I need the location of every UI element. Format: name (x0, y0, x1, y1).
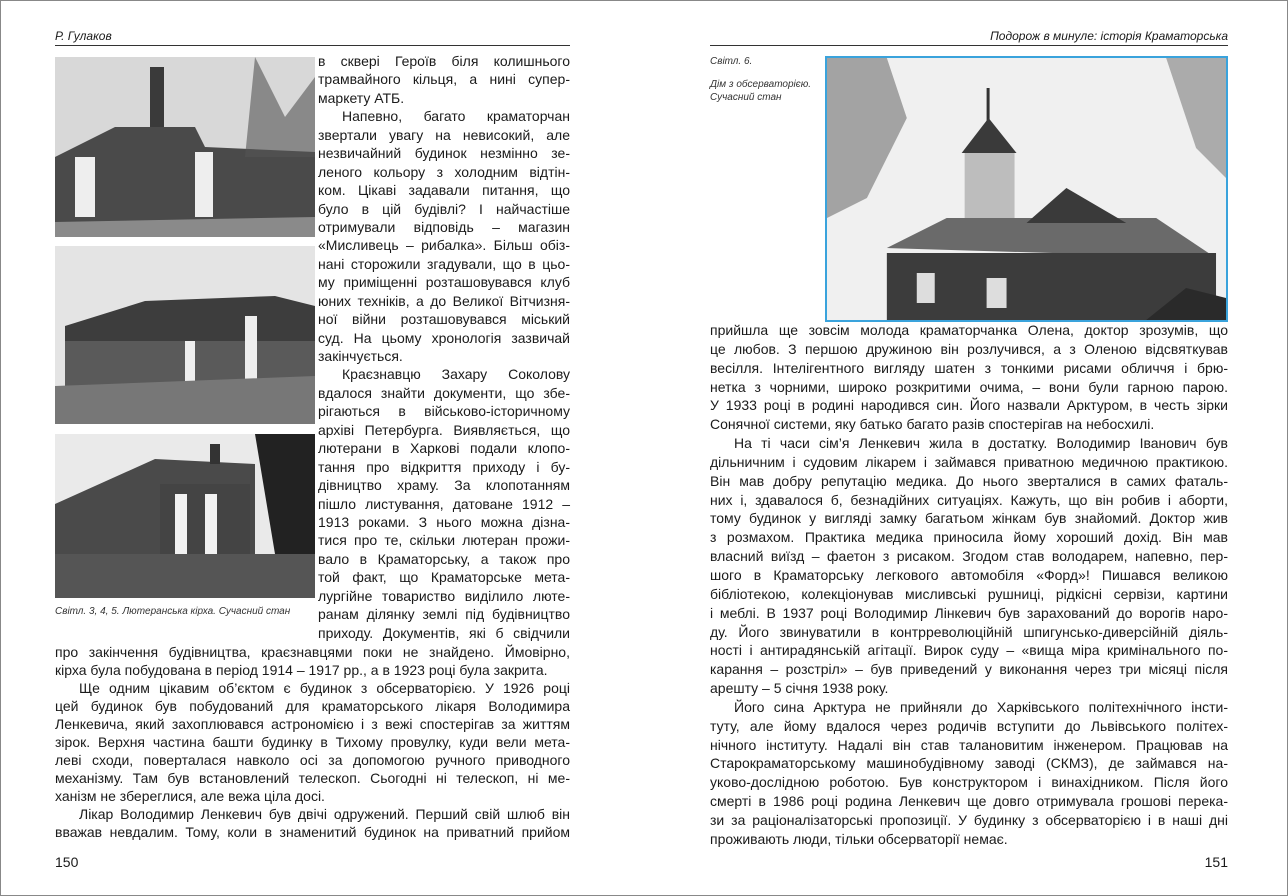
text-line: карання – розстріл» – був приведений у виконання через три місяці після (710, 661, 1228, 678)
text-line: му приміщенні розташовувався клуб (318, 274, 570, 291)
text-line: Ще одним цікавим об’єктом є будинок з обсерваторією. У 1926 році (79, 680, 570, 696)
text-line: Ленкевича, який захоплювався астрономією і з вежі спостерігав за життям (55, 716, 570, 732)
text-line: тому будинок у вигляді замку багатьом жінкам був знайомий. Доктор жив (710, 510, 1228, 527)
text-line: той факт, що Краматорське мета- (318, 569, 570, 586)
text-line: зи за раціоналізаторські пропозиції. У будинку з обсерваторією і в наші дні (710, 811, 1228, 828)
text-line: «Мисливець – рибалка». Більш обіз- (318, 237, 570, 254)
text-line: пішло листування, датоване 1912 – (318, 495, 570, 512)
text-line: юних техніків, а до Великої Вітчизня- (318, 292, 570, 309)
left-full-text (55, 644, 570, 840)
text-line: приходу. Документів, які б свідчили (318, 624, 570, 641)
text-line: арешту – 5 січня 1938 року. (710, 680, 889, 697)
text-line: 1913 роками. З нього можна дізна- (318, 513, 570, 530)
text-line: них і, здавалося б, безнадійних ситуаціях. Кажуть, що він робив і аборти, (710, 491, 1228, 508)
text-line: власний виїзд – фаетон з рисаком. Згодом став володарем, напевно, пер- (710, 548, 1228, 565)
caption-line: Дім з обсерваторією. (710, 79, 812, 90)
text-line: маркету АТБ. (318, 89, 405, 106)
text-line: лургійне товариство виділило люте- (318, 587, 570, 604)
text-line: леві сходи, поверталася навколо осі за допомогою ручного приводного (55, 752, 570, 768)
running-head-left: Р. Гулаков (55, 29, 112, 43)
text-line: в сквері Героїв біля колишнього (318, 53, 570, 69)
text-line: зірок. Верхня частина башти будинку в Тихому провулку, куди вели мета- (55, 734, 570, 750)
text-line: дівництво храму. За клопотанням (318, 477, 570, 494)
text-line: трамвайного кільця, а нині супер- (318, 71, 570, 88)
text-line: ранам ділянку землі під будівництво (318, 606, 570, 623)
text-line: про закінчення будівництва, краєзнавцями поки не знайдено. Ймовірно, (55, 644, 570, 660)
text-line: ком. Цікаві задавали питання, що (318, 182, 570, 199)
text-line: У 1933 році в родині народився син. Його назвали Арктуром, в честь зірки (710, 397, 1228, 414)
text-line: туту, але йому вдалося через родичів вступити до Львівського політех- (710, 717, 1228, 734)
text-line: смерті в 1986 році родина Ленкевич ще довго отримувала грошові перека- (710, 793, 1228, 810)
header-rule-right (710, 45, 1228, 46)
text-line: вважав невдалим. Тому, коли в знаменитий будинок на приватний прийом (55, 824, 570, 840)
left-column-text (318, 53, 570, 641)
text-line: Він мав добру репутацію медика. До нього зверталися в самих фаталь- (710, 472, 1228, 489)
text-line: незвичайний будинок незмінно зе- (318, 145, 570, 162)
text-line: ду. Його звинуватили в контрреволюційній шпигунсько-диверсійній діяль- (710, 623, 1228, 640)
text-line: нічного інституту. Надалі він став талановитим інженером. Працював на (710, 736, 1228, 753)
text-line: шого в Краматорську легкового автомобіля «Форд»! Пишався великою (710, 566, 1228, 583)
text-line: механізму. Там був встановлений телескоп. Сьогодні ні телескоп, ні ме- (55, 770, 570, 786)
page-number-right: 151 (1204, 854, 1228, 870)
text-line: Сонячної системи, яку батько багато разів спостерігав на небосхилі. (710, 416, 1155, 433)
text-line: суд. На цьому хронологія зазвичай (318, 329, 570, 346)
text-line: На ті часи сім’я Ленкевич жила в достатку. Володимир Іванович був (734, 435, 1228, 452)
text-line: цей будинок був побудований для краматорського лікаря Володимира (55, 698, 570, 714)
header-rule-left (55, 45, 570, 46)
text-line: це любов. З першою дружиною він розлучився, а з Оленою відсвяткував (710, 340, 1228, 357)
text-line: леного кольору з холодним відтін- (318, 163, 570, 180)
text-line: кірха була побудована в період 1914 – 1917 рр., а в 1923 році була закрита. (55, 662, 548, 678)
text-line: звертали увагу на невисокий, але (318, 126, 570, 143)
text-line: ності і антирадянській агітації. Вирок суду – «вища міра кримінального по- (710, 642, 1228, 659)
text-line: бібліотекою, колекціонував мисливські рушниці, рідкісні сервізи, картини (710, 585, 1228, 602)
text-line: вало в Краматорську, а також про (318, 550, 570, 567)
text-line: уково-дослідною роботою. Був конструктором і винахідником. Після його (710, 774, 1228, 791)
text-line: закінчується. (318, 348, 403, 364)
text-line: і меблі. В 1937 році Володимир Лінкевич був зарахований до ворогів наро- (710, 604, 1228, 621)
text-line: рігаються в військово-історичному (318, 403, 570, 420)
text-line: проживають люди, тільки обсерваторії немає. (710, 830, 1008, 847)
text-line: лютерани в Харкові подали клопо- (318, 440, 570, 457)
text-line: прийшла ще зовсім молода краматорчанка Олена, доктор зрозумів, що (710, 322, 1228, 338)
text-line: отримували відповідь – магазин (318, 218, 570, 235)
text-line: нані сторожили згадували, що в цьо- (318, 255, 570, 272)
text-line: дільничним і судовим лікарем і займався приватною медичною практикою. (710, 453, 1228, 470)
right-page-text (710, 322, 1228, 847)
text-line: весілля. Інтелігентного вигляду шатен з тонкими рисами обличчя і брю- (710, 359, 1228, 376)
text-line: архіві Петербурга. Виявляється, що (318, 421, 570, 438)
text-line: нетка з чорними, широко розкритими очима, – вони були гарною парою. (710, 378, 1228, 395)
photo-caption-right (710, 78, 811, 104)
photo-church-1 (55, 57, 315, 237)
page-number-left: 150 (55, 854, 79, 870)
photo-observatory-house (825, 56, 1228, 322)
text-line: Старокраматорському машинобудівному заводі (СКМЗ), де займався на- (710, 755, 1228, 772)
text-line: ханізм не збереглися, але вежа ціла досі. (55, 788, 325, 804)
photo-church-2 (55, 246, 315, 424)
text-line: з розмахом. Практика медика приносила йому хороший дохід. Він мав (710, 529, 1228, 546)
running-head-right: Подорож в минуле: історія Краматорська (990, 29, 1228, 43)
text-line: Лікар Володимир Ленкевич був двічі одружений. Перший свій шлюб він (79, 806, 570, 822)
photo-church-3 (55, 434, 315, 598)
text-line: Його сина Арктура не прийняли до Харківського політехнічного інсти- (734, 698, 1228, 715)
text-line: тися про те, скільки лютеран прожи- (318, 532, 570, 549)
text-line: тання про відкриття приходу і бу- (318, 458, 570, 475)
text-line: Краєзнавцю Захару Соколову (342, 366, 570, 383)
text-line: Напевно, багато краматорчан (342, 108, 570, 125)
photo-caption-left: Світл. 3, 4, 5. Лютеранська кірха. Сучасний стан (55, 606, 291, 617)
caption-line: Сучасний стан (710, 92, 782, 103)
text-line: вдалося знайти документи, що збе- (318, 384, 570, 401)
photo-caption-number: Світл. 6. (710, 56, 753, 67)
text-line: ної війни розташовувався міський (318, 311, 570, 328)
text-line: було в цій будівлі? І найчастіше (318, 200, 570, 217)
